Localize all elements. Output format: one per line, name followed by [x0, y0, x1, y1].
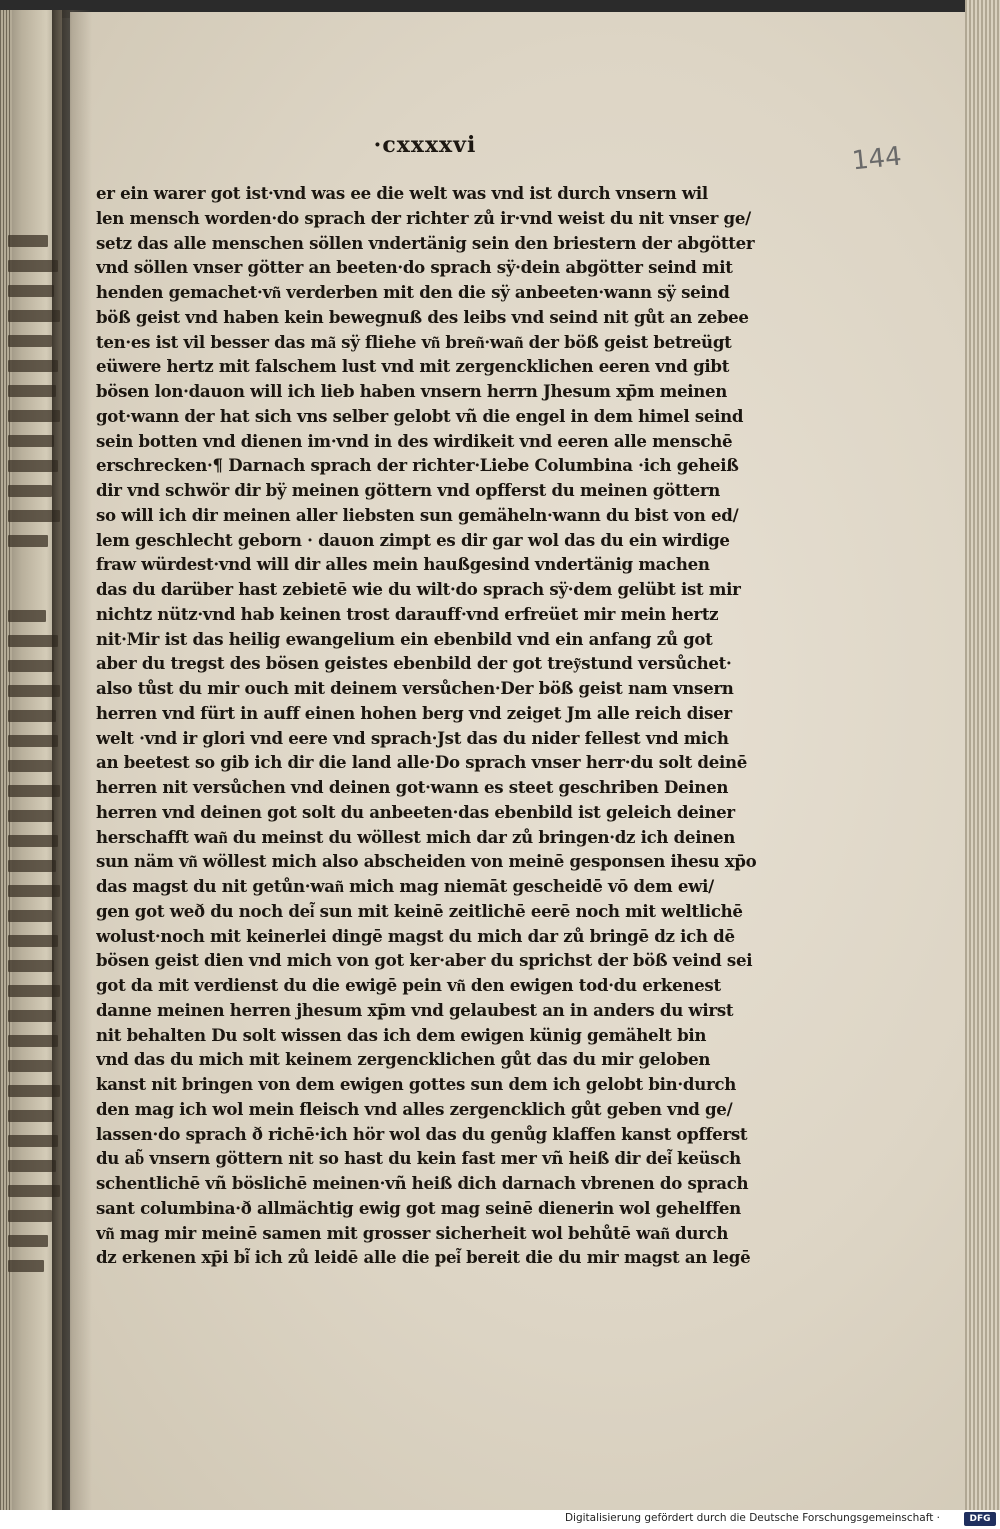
facing-text-fragment — [8, 485, 52, 497]
facing-text-fragment — [8, 1010, 56, 1022]
text-line: kanst nit bringen von dem ewigen gottes sun dem ich gelobt bin·durch — [96, 1074, 736, 1094]
text-line: so will ich dir meinen aller liebsten sun gemäheln·wann du bist von ed/ — [96, 504, 739, 525]
facing-text-fragment — [8, 435, 54, 447]
text-block — [96, 181, 776, 1270]
text-line: henden gemachet·vn͂ verderben mit den die sÿ anbeeten·wann sÿ seind — [96, 282, 730, 302]
text-line: er ein warer got ist·vnd was ee die welt was vnd ist durch vnsern wil — [96, 183, 708, 203]
text-line: erschrecken·¶ Darnach sprach der richter·Liebe Columbina ·ich geheiß — [96, 455, 739, 476]
facing-text-fragment — [8, 1260, 44, 1272]
facing-text-fragment — [8, 1060, 52, 1072]
facing-text-fragment — [8, 1035, 58, 1047]
text-line: herren nit versůchen vnd deinen got·wann es steet geschriben Deinen — [96, 777, 729, 797]
text-line: du ab͂ vnsern göttern nit so hast du kein fast mer vñ heiß dir dei͂ keüsch — [96, 1148, 741, 1169]
text-line: eüwere hertz mit falschem lust vnd mit zergencklichen eeren vnd gibt — [96, 356, 730, 377]
facing-text-fragment — [8, 535, 48, 547]
text-line: gen got weð du noch dei͂ sun mit keinē zeitlichē eerē noch mit weltlichē — [96, 900, 743, 921]
page-stack-edge-right — [965, 0, 1000, 1510]
text-line: schentlichē vñ böslichē meinen·vñ heiß dich darnach vbrenen do sprach — [96, 1173, 749, 1193]
text-line: bösen geist dien vnd mich von got ker·aber du sprichst der böß veind sei — [96, 950, 753, 971]
text-line: den mag ich wol mein fleisch vnd alles zergencklich gůt geben vnd ge/ — [96, 1098, 733, 1119]
facing-text-fragment — [8, 260, 58, 272]
text-line: an beetest so gib ich dir die land alle·Do sprach vnser herr·du solt deinē — [96, 752, 748, 773]
text-line: fraw würdest·vnd will dir alles mein haußgesind vndertänig machen — [96, 554, 710, 575]
text-line: got·wann der hat sich vns selber gelobt vñ die engel in dem himel seind — [96, 405, 744, 426]
text-line: bösen lon·dauon will ich lieb haben vnsern herrn Jhesum xp̄m meinen — [96, 381, 728, 401]
text-line: vnd das du mich mit keinem zergencklichen gůt das du mir geloben — [96, 1049, 711, 1070]
facing-text-fragment — [8, 235, 48, 247]
text-line: böß geist vnd haben kein bewegnuß des leibs vnd seind nit gůt an zebee — [96, 306, 749, 327]
dfg-logo: DFG — [964, 1512, 996, 1526]
text-line: lassen·do sprach ð richē·ich hör wol das du genůg klaffen kanst opfferst — [96, 1123, 748, 1144]
text-line: ten·es ist vil besser das ma͂ sÿ fliehe vn͂ bren͂·wan͂ der böß geist betreügt — [96, 331, 732, 352]
facing-text-fragment — [8, 835, 58, 847]
text-line: vnd söllen vnser götter an beeten·do sprach sÿ·dein abgötter seind mit — [96, 257, 733, 278]
text-line: herschafft wan͂ du meinst du wöllest mich dar zů bringen·dz ich deinen — [96, 826, 736, 847]
text-line: lem geschlecht geborn · dauon zimpt es dir gar wol das du ein wirdige — [96, 529, 730, 550]
facing-text-fragment — [8, 735, 58, 747]
funding-credit: Digitalisierung gefördert durch die Deutsche Forschungsgemeinschaft · — [564, 1512, 940, 1524]
text-line: setz das alle menschen söllen vndertänig sein den briestern der abgötter — [96, 232, 755, 253]
facing-text-fragment — [8, 910, 52, 922]
text-line: nit·Mir ist das heilig ewangelium ein ebenbild vnd ein anfang zů got — [96, 628, 713, 649]
facing-text-fragment — [8, 360, 58, 372]
text-line: also tůst du mir ouch mit deinem versůchen·Der böß geist nam vnsern — [96, 678, 734, 698]
facing-text-fragment — [8, 760, 52, 772]
facing-text-fragment — [8, 860, 56, 872]
text-line: wolust·noch mit keinerlei dingē magst du mich dar zů bringē dz ich dē — [96, 925, 735, 946]
facing-text-fragment — [8, 935, 58, 947]
text-line: nichtz nütz·vnd hab keinen trost darauff·vnd erfreüet mir mein hertz — [96, 603, 719, 624]
facing-text-fragment — [8, 635, 58, 647]
text-line: herren vnd deinen got solt du anbeeten·das ebenbild ist geleich deiner — [96, 801, 735, 822]
text-line: das du darüber hast zebietē wie du wilt·do sprach sÿ·dem gelübt ist mir — [96, 579, 741, 599]
text-line: herren vnd fürt in auff einen hohen berg vnd zeiget Jm alle reich diser — [96, 702, 732, 723]
folio-number: ·cxxxxvi — [373, 132, 477, 158]
gutter-shadow — [52, 10, 92, 1510]
facing-text-fragment — [8, 960, 54, 972]
text-line: welt ·vnd ir glori vnd eere vnd sprach·Jst das du nider fellest vnd mich — [96, 727, 729, 748]
facing-text-fragment — [8, 1135, 58, 1147]
facing-text-fragment — [8, 660, 54, 672]
facing-text-fragment — [8, 335, 52, 347]
facing-text-fragment — [8, 285, 54, 297]
facing-text-fragment — [8, 385, 56, 397]
facing-text-fragment — [8, 1110, 54, 1122]
text-line: dir vnd schwör dir bÿ meinen göttern vnd opfferst du meinen göttern — [96, 480, 721, 500]
text-line: das magst du nit getůn·wan͂ mich mag niemāt gescheidē vō dem ewi/ — [96, 876, 714, 896]
text-line: sant columbina·ð allmächtig ewig got mag seinē dienerin wol gehelffen — [96, 1197, 741, 1218]
pencil-page-number: 144 — [850, 141, 904, 177]
facing-text-fragment — [8, 1160, 56, 1172]
facing-text-fragment — [8, 810, 54, 822]
facing-text-fragment — [8, 610, 46, 622]
facing-text-fragment — [8, 460, 58, 472]
facing-text-fragment — [8, 710, 56, 722]
text-line: nit behalten Du solt wissen das ich dem ewigen künig gemähelt bin — [96, 1024, 707, 1045]
text-line: dz erkenen xp̄i bi͂ ich zů leidē alle die pei͂ bereit die du mir magst an legē — [96, 1247, 751, 1268]
text-line: aber du tregst des bösen geistes ebenbild der got trey͂stund versůchet· — [96, 653, 732, 674]
facing-text-fragment — [8, 1210, 52, 1222]
text-line: got da mit verdienst du die ewigē pein vn͂ den ewigen tod·du erkenest — [96, 975, 721, 995]
text-line: len mensch worden·do sprach der richter zů ir·vnd weist du nit vnser ge/ — [96, 207, 751, 228]
text-line: vn͂ mag mir meinē samen mit grosser sicherheit wol behůtē wan͂ durch — [96, 1222, 729, 1243]
text-line: danne meinen herren jhesum xp̄m vnd gelaubest an in anders du wirst — [96, 999, 734, 1020]
facing-text-fragment — [8, 1235, 48, 1247]
text-line: sein botten vnd dienen im·vnd in des wirdikeit vnd eeren alle menschē — [96, 430, 733, 451]
text-line: sun näm vn͂ wöllest mich also abscheiden von meinē gesponsen ihesu xp̄o — [96, 851, 757, 872]
